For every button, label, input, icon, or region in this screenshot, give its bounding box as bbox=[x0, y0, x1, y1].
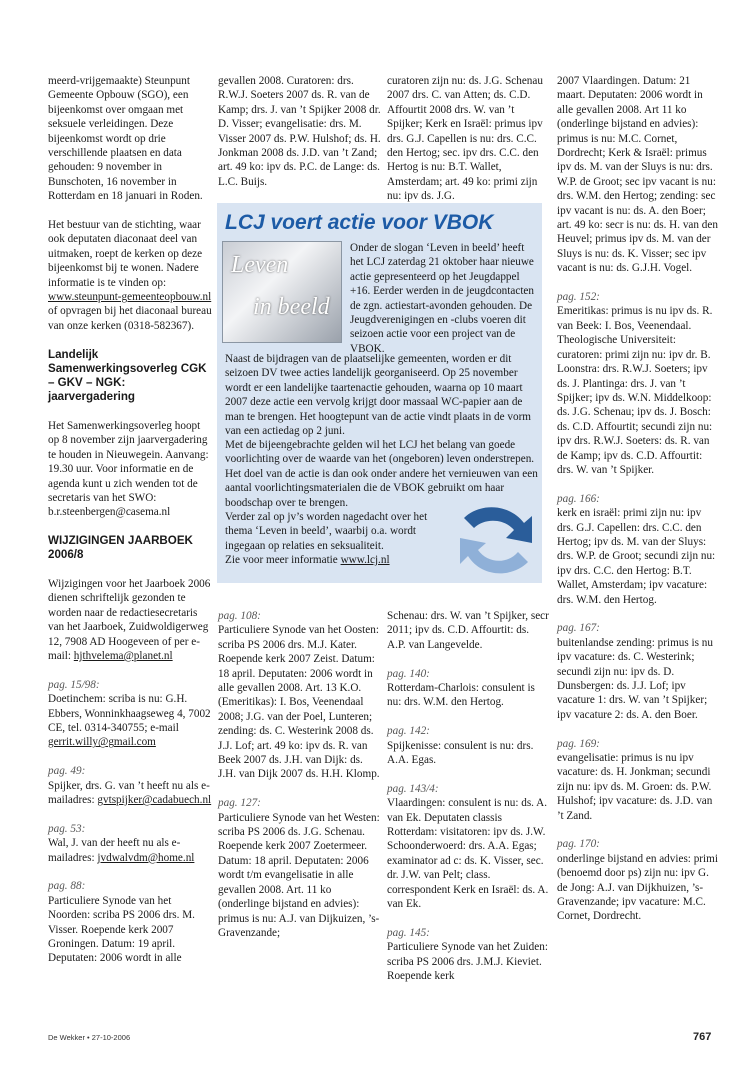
paragraph: Wijzigingen voor het Jaarboek 2006 dienen schriftelijk gezonden te worden naar de redactiesecretaris van het Jaarboek, Zuidwoldigerweg 12, 7908 AD Hoogeveen of per e-mail: hjthvelema@planet.nl bbox=[48, 577, 211, 662]
paragraph: Particuliere Synode van het Westen: scriba PS 2006 ds. J.G. Schenau. Roepende kerk 2007 Zoetermeer. Datum: 18 april. Deputaten: 2006 wordt t/m evangelisatie in alle gevallen 2008. Art. 11 ko (onderlinge bijstand en advies): primus is nu: A.J. van Dijkuizen, ’s-Gravenzande; bbox=[218, 811, 380, 939]
paragraph: curatoren zijn nu: ds. J.G. Schenau 2007 drs. C. van Atten; ds. C.D. Affourtit 2008 drs. W. van ’t Spijker; Kerk en Israël: primus ipv drs. G.J. Capellen is nu: drs. C.C. den Hertog; sec. ipv drs. C.C. den Hertog is nu: B.T. Wallet, Amsterdam; art. 49 ko: primi zijn nu: ipv ds. J.G. bbox=[387, 75, 543, 203]
paragraph: 2007 Vlaardingen. Datum: 21 maart. Deputaten: 2006 wordt in alle gevallen 2008. Art 11 ko (onderlinge bijstand en advies): primus is nu: M.C. Cornet, Dordrecht; Kerk & Israël: primus ipv ds. M. van der Sluys is nu: drs. W.P. de Groot; sec ipv vacant is nu: drs. W.M. den Hertog; zending: sec ipv vacant is nu: ds. A. den Boer; art. 49 ko: secr is nu: ds. H. van den Heuvel; primus ipv ds. M. van der Sluys is nu: ds. K. Visser; sec ipv vacant is nu: ds. G.J.H. Vogel. bbox=[557, 75, 718, 275]
paragraph: onderlinge bijstand en advies: primi (benoemd door ps) zijn nu: ipv G. de Jong: A.J. van Dijkhuizen, ’s-Gravenzande; ipv vacature: M.C. Cornet, Dordrecht. bbox=[557, 852, 718, 923]
article-body: Naast de bijdragen van de plaatselijke gemeenten, worden er dit seizoen DV twee acties landelijk georganiseerd. Op 25 november wordt er een landelijke taartenactie gehouden, waarna op 10 maart 2007 deze actie een vervolg krijgt door massaal WC-papier aan de man te brengen. Het hoogtepunt van de actie vindt plaats in de vorm van een actiedag op 2 juni. bbox=[225, 353, 532, 438]
column-3-bottom bbox=[387, 609, 549, 998]
page-ref: pag. 169: bbox=[557, 737, 600, 750]
paragraph: Particuliere Synode van het Noorden: scriba PS 2006 drs. M. Visser. Roepende kerk 2007 Groningen. Datum: 19 april. Deputaten: 2006 wordt in alle bbox=[48, 894, 195, 965]
page-ref: pag. 167: bbox=[557, 622, 600, 635]
article-body: Verder zal op jv’s worden nagedacht over het thema ‘Leven in beeld’, waarbij o.a. wordt ingegaan op relaties en seksualiteit. Zie voor meer informatie www.lcj.nl bbox=[225, 511, 428, 567]
article-body: Met de bijeengebrachte gelden wil het LCJ het belang van goede voorlichting over de waarde van het (ongeboren) leven onderstrepen. Het doel van de actie is dan ook onder andere het vernieuwen van een aantal voorlichtingsmaterialen die de VBOK gebruikt om haar boodschap over te brengen. bbox=[225, 439, 538, 509]
paragraph: kerk en israël: primi zijn nu: ipv drs. G.J. Capellen: drs. C.C. den Hertog; ipv ds. M. van der Sluys: drs. W.P. de Groot; secundi zijn nu: ipv drs. C.C. den Hertog: B.T. Wallet, Amsterdam; ipv vacature: drs. W.M. den Hertog. bbox=[557, 507, 716, 606]
section-heading-jaarboek: WIJZIGINGEN JAARBOEK 2006/8 bbox=[48, 534, 193, 562]
page-ref: pag. 127: bbox=[218, 797, 261, 810]
page-ref: pag. 108: bbox=[218, 610, 261, 622]
paragraph: Vlaardingen: consulent is nu: ds. A. van Ek. Deputaten classis Rotterdam: visitatoren: ipv ds. J.W. Schoonderwoerd: drs. A.A. Egas; examinator ad c: ds. K. Visser, sec. dr. J.W. van Pelt; class. correspondent Kerk en Israël: ds. A. van Ek. bbox=[387, 797, 549, 911]
email-link[interactable]: gvtspijker@cadabuech.nl bbox=[97, 793, 212, 806]
page-ref: pag. 53: bbox=[48, 822, 86, 835]
paragraph: Schenau: drs. W. van ’t Spijker, secr 2011; ipv ds. C.D. Affourtit: ds. A.P. van Langevelde. bbox=[387, 610, 549, 651]
paragraph: evangelisatie: primus is nu ipv vacature: ds. H. Jonkman; secundi zijn nu: ipv ds. M. Groen: ds. P.W. Hulshof; ipv vacature: ds. J.D. van ’t Zand. bbox=[557, 752, 713, 822]
paragraph: Doetinchem: scriba is nu: G.H. Ebbers, Wonninkhaagseweg 4, 7002 CE, tel. 0314-340755; e-mail gerrit.willy@gmail.com bbox=[48, 693, 211, 749]
email-link[interactable]: hjthvelema@planet.nl bbox=[73, 649, 173, 662]
logo-text: in beeld bbox=[253, 294, 330, 320]
page-ref: pag. 142: bbox=[387, 725, 430, 738]
page-ref: pag. 49: bbox=[48, 765, 86, 778]
page-ref: pag. 166: bbox=[557, 492, 600, 505]
page-ref: pag. 15/98: bbox=[48, 678, 100, 691]
paragraph: Particuliere Synode van het Oosten: scriba PS 2006 drs. M.J. Kater. Roepende kerk 2007 Zeist. Datum: 18 april. Deputaten: 2006 wordt in alle gevallen 2008. Art. 13 K.O.(Emeritikas): I. Bos, Veenendaal 2008; J.G. van der Poel, Lunteren; zending: ds. C. Westerink 2008 ds. J.J. Lof; art. 49 ko: ipv ds. R. van Beek 2007 ds. J.H. van Dijk: ds. J.H. van Dijk 2007 ds. H.H. Klomp. bbox=[218, 624, 380, 781]
column-1 bbox=[48, 74, 212, 980]
email-link[interactable]: jvdwalvdm@home.nl bbox=[97, 851, 195, 864]
paragraph: Particuliere Synode van het Zuiden: scriba PS 2006 drs. J.M.J. Kieviet. Roepende kerk bbox=[387, 941, 548, 983]
lcj-link[interactable]: www.lcj.nl bbox=[340, 554, 390, 567]
leven-in-beeld-logo bbox=[222, 241, 342, 343]
column-2-top bbox=[218, 74, 383, 204]
paragraph: Het bestuur van de stichting, waar ook deputaten diaconaat deel van uitmaken, roept de kerken op deze bijeenkomst bij te wonen. Nadere informatie is te vinden op: www.steunpunt-gemeenteopbouw.nl of opvragen bij het diaconaal bureau van onze kerken (0318-582367). bbox=[48, 219, 212, 332]
paragraph: Wal, J. van der heeft nu als e-mailadres: jvdwalvdm@home.nl bbox=[48, 837, 195, 864]
page-ref: pag. 143/4: bbox=[387, 782, 439, 795]
paragraph: Emeritikas: primus is nu ipv ds. R. van Beek: I. Bos, Veenendaal. Theologische Universiteit: curatoren: primi zijn nu: ipv dr. B. Loonstra: drs. R.W.J. Soeters; ipv ds. J. Plantinga: drs. J. van ’t Spijker; ipv ds. W.N. Middelkoop: ds. J.G. Schenau; ipv ds. J. Bosch: ds. C.D. Affourtit; secundi zijn nu: ipv drs. R.W.J. Soeters: ds. R. van de Kamp; ipv ds. C.D. Affourtit: drs. W. van ’t Spijker. bbox=[557, 305, 713, 476]
paragraph: gevallen 2008. Curatoren: drs. R.W.J. Soeters 2007 ds. R. van de Kamp; drs. J. van ’t Spijker 2008 dr. D. Visser; evangelisatie: drs. M. Visser 2007 ds. P.W. Hulshof; ds. H. Jonkman 2008 ds. J.D. van ’t Zand; art. 49 ko: ipv ds. P.C. de Lange: ds. L.C. Buijs. bbox=[218, 75, 381, 188]
page-ref: pag. 152: bbox=[557, 291, 600, 304]
column-3-top bbox=[387, 74, 549, 218]
lcj-article-box bbox=[217, 203, 542, 583]
refresh-arrows-icon bbox=[454, 498, 538, 582]
paragraph: meerd-vrijgemaakte) Steunpunt Gemeente Opbouw (SGO), een bijeenkomst over omgaan met seksuele verleidingen. Deze bijeenkomst wordt op drie verschillende plaatsen en data gehouden: 9 november in Bunschoten, 16 november in Rotterdam en 18 januari in Roden. bbox=[48, 75, 203, 203]
article-title: LCJ voert actie voor VBOK bbox=[225, 211, 494, 234]
steunpunt-link[interactable]: www.steunpunt-gemeenteopbouw.nl bbox=[48, 291, 212, 304]
page-ref: pag. 88: bbox=[48, 880, 86, 893]
article-intro: Onder de slogan ‘Leven in beeld’ heeft het LCJ zaterdag 21 oktober haar nieuwe actie gepresenteerd op het Jeugdappel +16. Eerder werden in de jeugdcontacten de zgn. actiestart-avonden gehouden. De Jeugdverenigingen en -clubs voeren dit seizoen actie voor een project van de VBOK. bbox=[350, 242, 534, 355]
page-ref: pag. 170: bbox=[557, 838, 600, 851]
column-2-bottom bbox=[218, 609, 383, 955]
logo-text: Leven bbox=[231, 252, 289, 278]
paragraph: Rotterdam-Charlois: consulent is nu: drs. W.M. den Hertog. bbox=[387, 682, 535, 709]
section-heading-swo: Landelijk Samenwerkingsoverleg CGK – GKV – NGK: jaarvergadering bbox=[48, 347, 207, 404]
paragraph: buitenlandse zending: primus is nu ipv vacature: ds. C. Westerink; secundi zijn nu: ipv ds. D. Dunsbergen: ds. J.J. Lof; ipv vacature 1: drs. W. van ’t Spijker; ipv vacature 2: ds. A. den Boer. bbox=[557, 636, 713, 721]
page-ref: pag. 145: bbox=[387, 926, 430, 939]
column-4 bbox=[557, 74, 719, 938]
email-link[interactable]: gerrit.willy@gmail.com bbox=[48, 736, 156, 749]
page-number: 767 bbox=[693, 1031, 712, 1043]
paragraph: Het Samenwerkingsoverleg hoopt op 8 november zijn jaarvergadering te houden in Nieuwegein. Aanvang: 19.30 uur. Voor informatie en de agenda kunt u zich wenden tot de secretaris van het SWO: b.r.steenbergen@casema.nl bbox=[48, 419, 209, 519]
paragraph: Spijker, drs. G. van ’t heeft nu als e-mailadres: gvtspijker@cadabuech.nl bbox=[48, 779, 212, 806]
footer-publication: De Wekker • 27-10-2006 bbox=[48, 1033, 131, 1042]
page-ref: pag. 140: bbox=[387, 667, 430, 680]
paragraph: Spijkenisse: consulent is nu: drs. A.A. Egas. bbox=[387, 739, 534, 767]
